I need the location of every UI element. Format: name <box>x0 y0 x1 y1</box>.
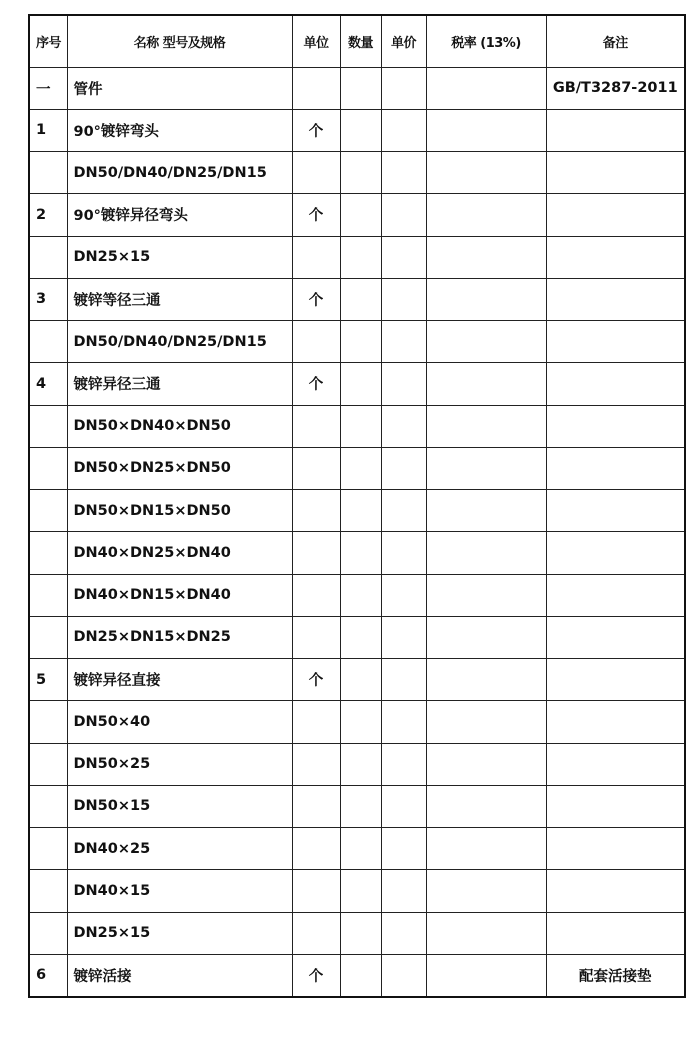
row-quantity-cell <box>340 321 381 363</box>
row-unit-price-cell <box>381 954 426 996</box>
row-quantity-cell <box>340 701 381 743</box>
row-unit-cell <box>292 321 340 363</box>
row-name-cell: DN40×15 <box>67 870 292 912</box>
row-name-cell: DN50/DN40/DN25/DN15 <box>67 152 292 194</box>
row-unit-cell <box>292 785 340 827</box>
row-unit-price-cell <box>381 870 426 912</box>
header-unit-price: 单价 <box>381 15 426 67</box>
row-unit-price-cell <box>381 574 426 616</box>
row-unit-cell <box>292 532 340 574</box>
table-body <box>29 67 685 997</box>
row-unit-cell <box>292 447 340 489</box>
row-index-cell <box>29 490 67 532</box>
row-name-cell: DN40×25 <box>67 828 292 870</box>
row-unit-cell <box>292 152 340 194</box>
row-quantity-cell <box>340 659 381 701</box>
table-row <box>29 912 685 954</box>
row-unit-cell: 个 <box>292 363 340 405</box>
row-unit-price-cell <box>381 236 426 278</box>
row-name-cell: DN40×DN15×DN40 <box>67 574 292 616</box>
row-index-cell <box>29 405 67 447</box>
row-quantity-cell <box>340 447 381 489</box>
row-quantity-cell <box>340 405 381 447</box>
row-name-cell: 90°镀锌弯头 <box>67 109 292 151</box>
row-quantity-cell <box>340 532 381 574</box>
row-name-cell: 镀锌等径三通 <box>67 278 292 320</box>
row-remark-cell <box>546 828 685 870</box>
row-unit-price-cell <box>381 659 426 701</box>
row-index-cell <box>29 616 67 658</box>
row-quantity-cell <box>340 363 381 405</box>
row-unit-price-cell <box>381 828 426 870</box>
row-unit-cell <box>292 828 340 870</box>
row-tax-cell <box>426 701 546 743</box>
row-quantity-cell <box>340 152 381 194</box>
row-tax-cell <box>426 447 546 489</box>
row-index-cell <box>29 912 67 954</box>
row-tax-cell <box>426 828 546 870</box>
table-row <box>29 785 685 827</box>
table-row <box>29 321 685 363</box>
row-remark-cell <box>546 659 685 701</box>
row-index-cell <box>29 236 67 278</box>
row-name-cell: DN50×DN25×DN50 <box>67 447 292 489</box>
row-name-cell: DN50×DN15×DN50 <box>67 490 292 532</box>
row-name-cell: DN50×15 <box>67 785 292 827</box>
quotation-table <box>28 14 686 998</box>
row-remark-cell: 配套活接垫 <box>546 954 685 996</box>
row-unit-price-cell <box>381 109 426 151</box>
row-remark-cell <box>546 785 685 827</box>
row-remark-cell <box>546 870 685 912</box>
row-index-cell: 3 <box>29 278 67 320</box>
row-remark-cell <box>546 447 685 489</box>
row-unit-price-cell <box>381 405 426 447</box>
table-row <box>29 194 685 236</box>
row-unit-price-cell <box>381 490 426 532</box>
row-index-cell <box>29 785 67 827</box>
row-unit-cell <box>292 67 340 109</box>
header-unit: 单位 <box>292 15 340 67</box>
row-unit-cell: 个 <box>292 954 340 996</box>
row-remark-cell <box>546 616 685 658</box>
table-row <box>29 109 685 151</box>
row-tax-cell <box>426 109 546 151</box>
row-unit-price-cell <box>381 785 426 827</box>
row-remark-cell <box>546 743 685 785</box>
header-quantity: 数量 <box>340 15 381 67</box>
header-name: 名称 型号及规格 <box>67 15 292 67</box>
row-quantity-cell <box>340 236 381 278</box>
row-remark-cell <box>546 278 685 320</box>
row-remark-cell <box>546 321 685 363</box>
row-tax-cell <box>426 363 546 405</box>
row-quantity-cell <box>340 490 381 532</box>
row-index-cell <box>29 574 67 616</box>
row-name-cell: DN40×DN25×DN40 <box>67 532 292 574</box>
row-tax-cell <box>426 278 546 320</box>
row-quantity-cell <box>340 743 381 785</box>
row-unit-cell <box>292 616 340 658</box>
row-unit-cell <box>292 405 340 447</box>
row-tax-cell <box>426 152 546 194</box>
table-row <box>29 954 685 996</box>
table-row <box>29 278 685 320</box>
row-unit-cell <box>292 490 340 532</box>
table-row <box>29 405 685 447</box>
row-index-cell: 2 <box>29 194 67 236</box>
table-row <box>29 532 685 574</box>
row-index-cell: 1 <box>29 109 67 151</box>
row-unit-price-cell <box>381 152 426 194</box>
row-remark-cell <box>546 701 685 743</box>
row-unit-cell <box>292 574 340 616</box>
row-name-cell: 镀锌异径三通 <box>67 363 292 405</box>
row-quantity-cell <box>340 870 381 912</box>
row-tax-cell <box>426 532 546 574</box>
row-index-cell <box>29 743 67 785</box>
row-tax-cell <box>426 785 546 827</box>
row-unit-price-cell <box>381 321 426 363</box>
row-tax-cell <box>426 321 546 363</box>
row-tax-cell <box>426 194 546 236</box>
row-name-cell: DN25×15 <box>67 236 292 278</box>
row-unit-price-cell <box>381 447 426 489</box>
row-tax-cell <box>426 743 546 785</box>
row-name-cell: 镀锌活接 <box>67 954 292 996</box>
row-name-cell: DN50×25 <box>67 743 292 785</box>
row-name-cell: DN25×DN15×DN25 <box>67 616 292 658</box>
table-row <box>29 701 685 743</box>
row-index-cell <box>29 321 67 363</box>
row-index-cell: 6 <box>29 954 67 996</box>
row-tax-cell <box>426 912 546 954</box>
row-tax-cell <box>426 236 546 278</box>
row-index-cell <box>29 701 67 743</box>
header-tax-rate: 税率 (13%) <box>426 15 546 67</box>
header-index: 序号 <box>29 15 67 67</box>
table-row <box>29 447 685 489</box>
row-unit-price-cell <box>381 67 426 109</box>
row-index-cell: 4 <box>29 363 67 405</box>
row-tax-cell <box>426 67 546 109</box>
row-index-cell: 5 <box>29 659 67 701</box>
row-unit-price-cell <box>381 743 426 785</box>
row-index-cell <box>29 870 67 912</box>
row-quantity-cell <box>340 574 381 616</box>
row-unit-price-cell <box>381 194 426 236</box>
row-name-cell: DN50×DN40×DN50 <box>67 405 292 447</box>
row-tax-cell <box>426 405 546 447</box>
row-tax-cell <box>426 574 546 616</box>
row-unit-cell <box>292 236 340 278</box>
row-remark-cell <box>546 236 685 278</box>
row-remark-cell <box>546 912 685 954</box>
table-row <box>29 152 685 194</box>
row-remark-cell <box>546 574 685 616</box>
row-name-cell: 管件 <box>67 67 292 109</box>
table-row <box>29 67 685 109</box>
table-row <box>29 236 685 278</box>
row-quantity-cell <box>340 616 381 658</box>
row-quantity-cell <box>340 954 381 996</box>
row-name-cell: DN25×15 <box>67 912 292 954</box>
row-quantity-cell <box>340 194 381 236</box>
table-row <box>29 743 685 785</box>
row-index-cell <box>29 828 67 870</box>
row-unit-price-cell <box>381 278 426 320</box>
row-remark-cell <box>546 152 685 194</box>
row-unit-cell: 个 <box>292 278 340 320</box>
header-remark: 备注 <box>546 15 685 67</box>
row-unit-cell: 个 <box>292 659 340 701</box>
row-remark-cell <box>546 363 685 405</box>
row-name-cell: DN50×40 <box>67 701 292 743</box>
row-unit-cell <box>292 870 340 912</box>
table-row <box>29 363 685 405</box>
row-remark-cell <box>546 194 685 236</box>
row-index-cell <box>29 447 67 489</box>
row-quantity-cell <box>340 912 381 954</box>
row-quantity-cell <box>340 109 381 151</box>
row-tax-cell <box>426 954 546 996</box>
row-quantity-cell <box>340 785 381 827</box>
row-unit-cell <box>292 743 340 785</box>
row-unit-price-cell <box>381 363 426 405</box>
row-name-cell: 90°镀锌异径弯头 <box>67 194 292 236</box>
row-tax-cell <box>426 659 546 701</box>
row-index-cell <box>29 532 67 574</box>
row-remark-cell <box>546 109 685 151</box>
cropped-title-strip <box>28 0 678 14</box>
header-row <box>29 15 685 67</box>
row-tax-cell <box>426 870 546 912</box>
row-name-cell: 镀锌异径直接 <box>67 659 292 701</box>
row-remark-cell: GB/T3287-2011 <box>546 67 685 109</box>
table-row <box>29 870 685 912</box>
row-quantity-cell <box>340 278 381 320</box>
table-row <box>29 574 685 616</box>
row-unit-price-cell <box>381 701 426 743</box>
row-unit-price-cell <box>381 616 426 658</box>
row-name-cell: DN50/DN40/DN25/DN15 <box>67 321 292 363</box>
row-unit-price-cell <box>381 912 426 954</box>
row-unit-cell <box>292 701 340 743</box>
row-quantity-cell <box>340 828 381 870</box>
row-index-cell <box>29 152 67 194</box>
row-tax-cell <box>426 616 546 658</box>
row-quantity-cell <box>340 67 381 109</box>
row-remark-cell <box>546 405 685 447</box>
row-remark-cell <box>546 532 685 574</box>
row-tax-cell <box>426 490 546 532</box>
row-unit-cell: 个 <box>292 109 340 151</box>
row-unit-price-cell <box>381 532 426 574</box>
row-unit-cell <box>292 912 340 954</box>
table-row <box>29 616 685 658</box>
table-row <box>29 490 685 532</box>
row-unit-cell: 个 <box>292 194 340 236</box>
row-index-cell: 一 <box>29 67 67 109</box>
table-row <box>29 828 685 870</box>
row-remark-cell <box>546 490 685 532</box>
table-row <box>29 659 685 701</box>
